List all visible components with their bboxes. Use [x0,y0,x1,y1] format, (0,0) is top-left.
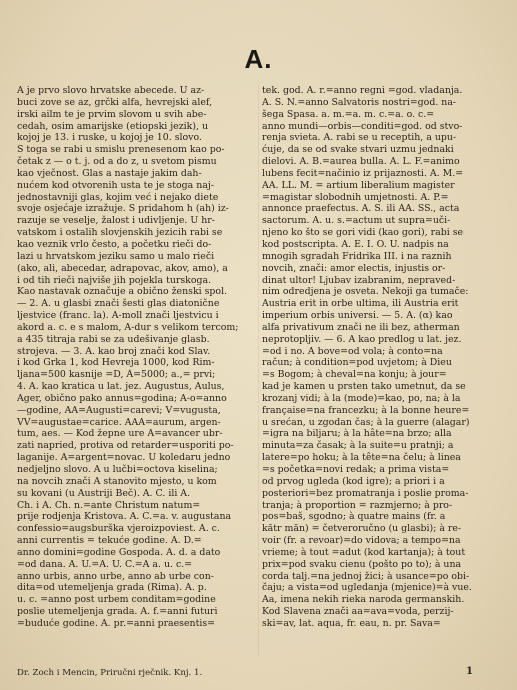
text-line: čaju; a vista=od ugledanja (mjenice)=à vue. [262,582,472,594]
text-line: ćuje, da se od svake stvari uzmu jednaki [262,144,454,156]
footer-citation: Dr. Zoch i Mencin, Priručni rječnik. Knj. 1. [17,668,203,678]
text-line: confessio=augsburška vjeroizpoviest. A. c. [17,523,220,535]
text-line: vrieme; à tout =adut (kod kartanja); à tout [262,546,466,558]
text-line: AA. LL. M. = artium liberalium magister [262,179,455,191]
text-line: —godine, AA=Augusti=carevi; V=vugusta, [17,404,221,416]
text-line: vatskom i ostalih slovjenskih jezicih rabi se [17,227,223,239]
text-line: kad je kamen u prsten tako umetnut, da se [262,381,466,393]
text-line: VV=augustae=carice. AAA=aurum, argen- [17,416,221,428]
text-line: strojeva. — 3. A. kao broj znači kod Slav. [17,345,211,357]
text-line: lazi u hrvatskom jeziku samo u malo rieči [17,250,215,262]
left-column [17,85,259,630]
text-line: kao veznik vrlo često, a početku rieči do- [17,238,212,250]
page-number: 1 [466,666,473,677]
text-line: française=na francezku; à la bonne heure= [262,404,470,416]
text-line: =magistar slobodnih umjetnosti. A. P.= [262,191,449,203]
text-line: posteriori=bez promatranja i poslie proma- [262,487,469,499]
text-line: nedjeljno slovo. A u lučbi=octova kiselina; [17,464,218,475]
text-line: =s Bogom; à cheval=na konju; à jour= [262,369,447,381]
text-line: — 2. A. u glasbi znači šesti glas diatonične [17,298,220,310]
text-line: anno domini=godine Gospoda. A. d. a dato [17,546,221,558]
text-line: lubens fecit=načinio iz prijaznosti. A. M.= [262,167,464,179]
text-line: =s početka=novi redak; a prima vista= [262,464,450,475]
text-line: Ager, obično pako annus=godina; A-o=anno [17,392,227,404]
text-line: Aa, imena nekih rieka narodа germanskih. [262,594,465,606]
text-line: buci zove se az, grčki alfa, hevrejski alef, [17,96,213,108]
text-line: 4. A. kao kratica u lat. jez. Augustus, Aulus, [17,381,225,393]
text-line: prije rodjenja Kristova. A. C.=a. v. augustana [17,511,232,523]
text-line: nućem kod otvorenih usta te je stoga naj- [17,179,214,191]
text-line: laganije. A=argent=novac. U koledaru jedno [17,452,231,464]
text-line: ljana=500 kasnije =D, Ā=5000; a.,= prvi; [17,369,216,381]
text-line: i od tih rieči najviše jih pojekla turskoga. [17,274,212,286]
text-line: kojoj je 13. i ruske, u kojoj je 10. slovo. [17,132,202,144]
text-line: njeno ko što se gori vidi (kao gori), rabi se [262,227,464,239]
text-line: neprotopljiv. — 6. A kao predlog u lat. jez. [262,333,462,345]
text-line: tum, aes. — Kod žepne ure A=avancer ubr- [17,428,223,440]
text-line: u srećan, u zgodan čas; à la guerre (alagar) [262,416,470,428]
text-line: alfa privativum znači ne ili bez, atherman [262,321,460,333]
text-line: poslie utemeljenja grada. A. f.=anni futuri [17,606,218,618]
text-line: imperium orbis universi. — 5. A. (α) kao [262,310,453,322]
text-line: tek. god. A. r.=anno regni =god. vladanja. [262,85,463,96]
text-line: mnogih sgradah Fridrika III. i na raznih [262,250,452,262]
text-line: u. c. =anno post urbem conditam=godine [17,594,216,606]
text-line: corda talj.=na jednoj žici; à usance=po obi- [262,570,470,582]
text-line: (ako, ali, abecedar, adrapovac, akov, amo), a [17,262,228,274]
text-line: nim odredjena je osveta. Nekoji ga tumače: [262,286,469,298]
text-line: Kao nastavak označuje a obično ženski spol. [17,286,228,298]
text-line: renja svieta. A. rabi se u receptih, a upu- [262,132,457,144]
text-line: A je prvo slovo hrvatske abecede. U az- [17,85,205,96]
text-line: Austria erit in orbe ultima, ili Austria erit [262,298,459,310]
text-line: i kod Grka 1, kod Hevreja 1000, kod Rim- [17,357,215,369]
text-line: S toga se rabi u smislu prenesenom kao po- [17,144,225,156]
text-line: akord a. c. e s malom, A-dur s velikom tercom; [17,321,239,333]
text-line: na novcih znači A stanovito mjesto, u kom [17,475,217,487]
text-line: kătr măn) = četveroručno (u glasbi); à re- [262,523,462,535]
text-line: jednostavniji glas, kojim već i nejako diete [17,191,219,203]
right-column [262,85,504,630]
text-line: anno urbis, anno urbe, anno ab urbe con- [17,570,214,582]
text-line: zati napried, protiva od retarder=usporiti po- [17,440,234,452]
text-line: pos=baš, sgodno; à quatre mains (fr. a [262,511,446,523]
text-line: krozanj vidi; à la (mode)=kao, po, na; à la [262,392,461,404]
text-line: ljestvice (franc. la). A-moll znači ljestvicu i [17,310,219,322]
text-line: svoje osjećaje izražuje. S pridahom h (ah) iz- [17,203,229,215]
text-line: ski=av, lat. aqua, fr. eau, n. pr. Sava= [262,617,441,629]
text-line: kao vječnost. Glas a nastaje jakim dah- [17,167,202,179]
text-line: Ch. i A. Ch. n.=ante Christum natum= [17,499,201,511]
text-line: =buduće godine. A. pr.=anni praesentis= [17,617,216,629]
text-line: tranja; à proportion = razmjerno; à pro- [262,499,453,511]
text-line: šega Spasa. a. m.=a. m. c.=a. o. c.= [262,108,435,120]
text-line: =igra na biljaru; à la hâte=na brzo; alla [262,428,452,440]
text-line: prix=pod svaku cienu (pošto po to); à una [262,558,462,570]
text-line: su kovani (u Austriji Beč). A. C. ili A. [17,487,191,499]
text-line: anno mundi—orbis—conditi=god. od stvo- [262,120,463,132]
text-line: a 435 titraja rabi se za udešivanje glasb. [17,333,210,345]
text-line: Kod Slavena znači aa=ava=voda, perzij- [262,606,454,618]
text-line: sactorum. A. u. s.=actum ut supra=uči- [262,215,451,227]
headword-title: A. [244,44,273,74]
text-line: annonce praefectus. A. S. ili AA. SS., acta [262,203,460,215]
text-line: novcih, znači: amor electis, injustis or- [262,262,446,274]
text-line: kod postscripta. A. E. I. O. U. nadpis na [262,238,449,250]
text-line: voir (fr. a revoar)=do vidova; a tempo=na [262,535,461,547]
text-line: razuje se veselje, žalost i udivljenje. U hr- [17,215,215,227]
text-line: od prvog ugleda (kod igre); a priori i a [262,475,445,487]
text-line: cedah, osim amarijske (etiopski jezik), u [17,120,209,132]
text-line: latere=po hoku; à la tête=na čelu; à linea [262,452,461,464]
text-line: dielovi. A. B.=aurea bulla. A. L. F.=animo [262,156,460,168]
text-line: irski ailm te je prvim slovom u svih abe- [17,108,207,120]
text-line: =od i no. A bove=od vola; à conto=na [262,345,443,357]
text-line: četak z — o t. j. od a do z, u svetom pismu [17,156,217,168]
text-line: račun; à condition=pod uvjetom; à Dieu [262,357,452,369]
text-line: minuta=za časak; à la suite=u pratnji; a [262,440,454,452]
text-line: anni currentis = tekuće godine. A. D.= [17,535,202,547]
text-line: dita=od utemeljenja grada (Rima). A. p. [17,582,207,594]
text-line: dinat ultor! Ljubav izabranim, nepraved- [262,274,456,286]
text-line: A. S. N.=anno Salvatoris nostri=god. na- [262,96,457,108]
text-line: =od dana. A. U.=A. U. C.=A a. u. c.= [17,558,193,570]
